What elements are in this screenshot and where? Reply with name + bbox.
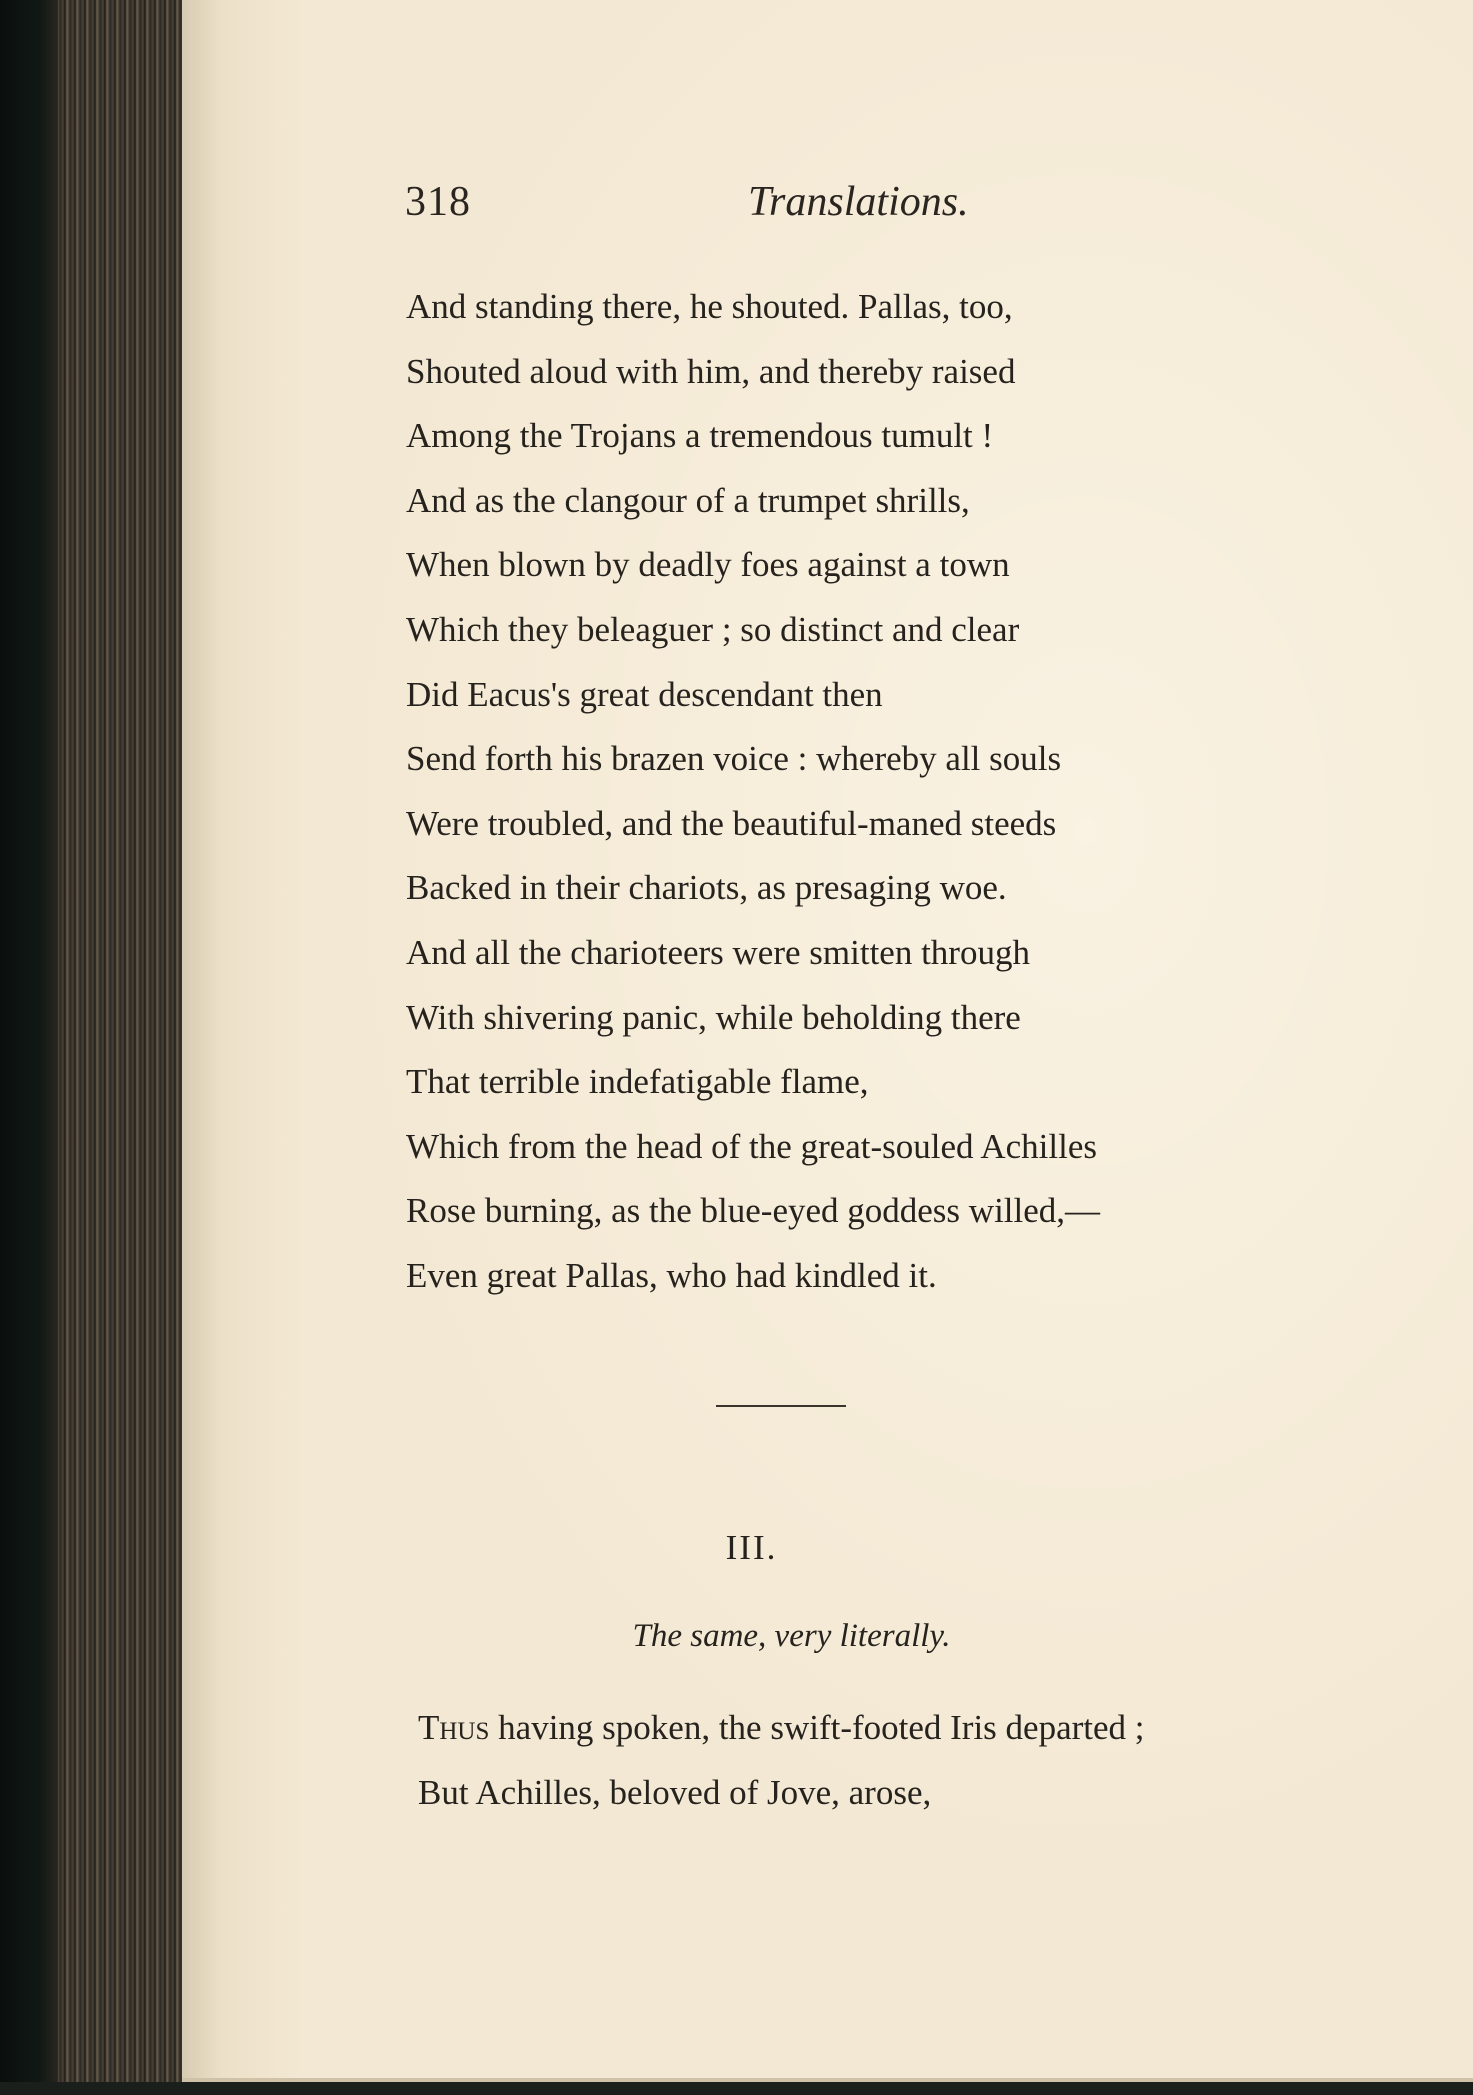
running-title: Translations. — [748, 179, 969, 225]
verse-line: Which from the head of the great-souled Achilles — [406, 1126, 1098, 1166]
page-header — [0, 178, 1473, 238]
book-spine-shadow — [0, 0, 58, 2095]
verse-line: When blown by deadly foes against a town — [406, 545, 1010, 585]
opening-word: Thus — [418, 1708, 490, 1747]
verse-line: But Achilles, beloved of Jove, arose, — [418, 1772, 932, 1812]
verse-line: Were troubled, and the beautiful-maned steeds — [406, 803, 1057, 843]
verse-line: Did Eacus's great descendant then — [406, 674, 883, 714]
verse-passage-2 — [418, 1704, 1145, 1833]
verse-line: And as the clangour of a trumpet shrills, — [406, 480, 970, 520]
section-divider — [716, 1405, 846, 1407]
verse-line: And all the charioteers were smitten through — [406, 932, 1030, 972]
verse-line: That terrible indefatigable flame, — [406, 1062, 869, 1102]
page-number: 318 — [405, 179, 471, 225]
page-bottom-shadow — [0, 2082, 1473, 2095]
verse-line: Send forth his brazen voice : whereby all souls — [406, 739, 1062, 779]
verse-line: And standing there, he shouted. Pallas, too, — [406, 287, 1013, 326]
verse-line-rest: having spoken, the swift-footed Iris departed ; — [489, 1708, 1145, 1747]
section-number: III. — [725, 1528, 778, 1567]
verse-line: Rose burning, as the blue-eyed goddess willed,— — [406, 1191, 1101, 1231]
verse-line: Backed in their chariots, as presaging woe. — [406, 868, 1007, 908]
verse-line — [418, 1704, 1145, 1769]
verse-line: Even great Pallas, who had kindled it. — [406, 1255, 937, 1295]
section-subtitle: The same, very literally. — [632, 1618, 951, 1654]
verse-line: Among the Trojans a tremendous tumult ! — [406, 416, 994, 456]
verse-line: Shouted aloud with him, and thereby raised — [406, 351, 1016, 391]
verse-line: With shivering panic, while beholding there — [406, 997, 1021, 1037]
verse-passage — [406, 283, 1100, 1317]
verse-line: Which they beleaguer ; so distinct and clear — [406, 609, 1020, 649]
